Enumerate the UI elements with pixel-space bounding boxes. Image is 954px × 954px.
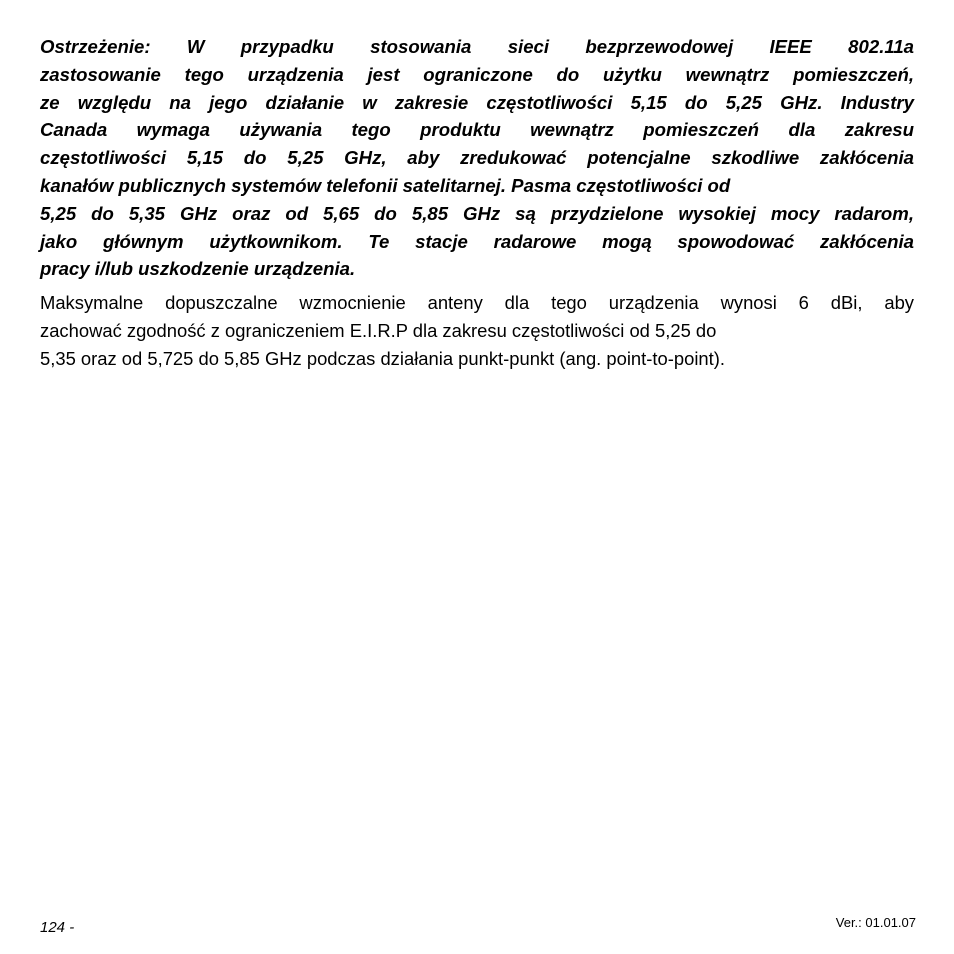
warning-line: częstotliwości 5,15 do 5,25 GHz, aby zredukować potencjalne szkodliwe zakłócenia bbox=[40, 147, 914, 169]
body-line: Maksymalne dopuszczalne wzmocnienie anteny dla tego urządzenia wynosi 6 dBi, aby bbox=[40, 292, 914, 313]
warning-line: pracy i/lub uszkodzenie urządzenia. bbox=[40, 258, 356, 280]
body-line: 5,35 oraz od 5,725 do 5,85 GHz podczas działania punkt-punkt (ang. point-to-point). bbox=[40, 348, 725, 369]
warning-line: Ostrzeżenie: W przypadku stosowania sieci bezprzewodowej IEEE 802.11a bbox=[40, 36, 914, 57]
antenna-gain-paragraph bbox=[40, 289, 914, 373]
warning-line: kanałów publicznych systemów telefonii satelitarnej. Pasma częstotliwości od bbox=[40, 174, 731, 196]
warning-line: zastosowanie tego urządzenia jest ograniczone do użytku wewnątrz pomieszczeń, bbox=[40, 63, 914, 85]
version-label: Ver.: 01.01.07 bbox=[835, 915, 916, 930]
body-line: zachować zgodność z ograniczeniem E.I.R.P dla zakresu częstotliwości od 5,25 do bbox=[40, 320, 717, 341]
warning-line: ze względu na jego działanie w zakresie częstotliwości 5,15 do 5,25 GHz. Industry bbox=[40, 91, 914, 113]
warning-line: 5,25 do 5,35 GHz oraz od 5,65 do 5,85 GHz są przydzielone wysokiej mocy radarom, bbox=[40, 202, 914, 224]
page-number: 124 - bbox=[40, 919, 75, 936]
warning-paragraph bbox=[40, 33, 914, 283]
warning-line: Canada wymaga używania tego produktu wewnątrz pomieszczeń dla zakresu bbox=[40, 119, 914, 141]
warning-line: jako głównym użytkownikom. Te stacje radarowe mogą spowodować zakłócenia bbox=[40, 230, 914, 252]
